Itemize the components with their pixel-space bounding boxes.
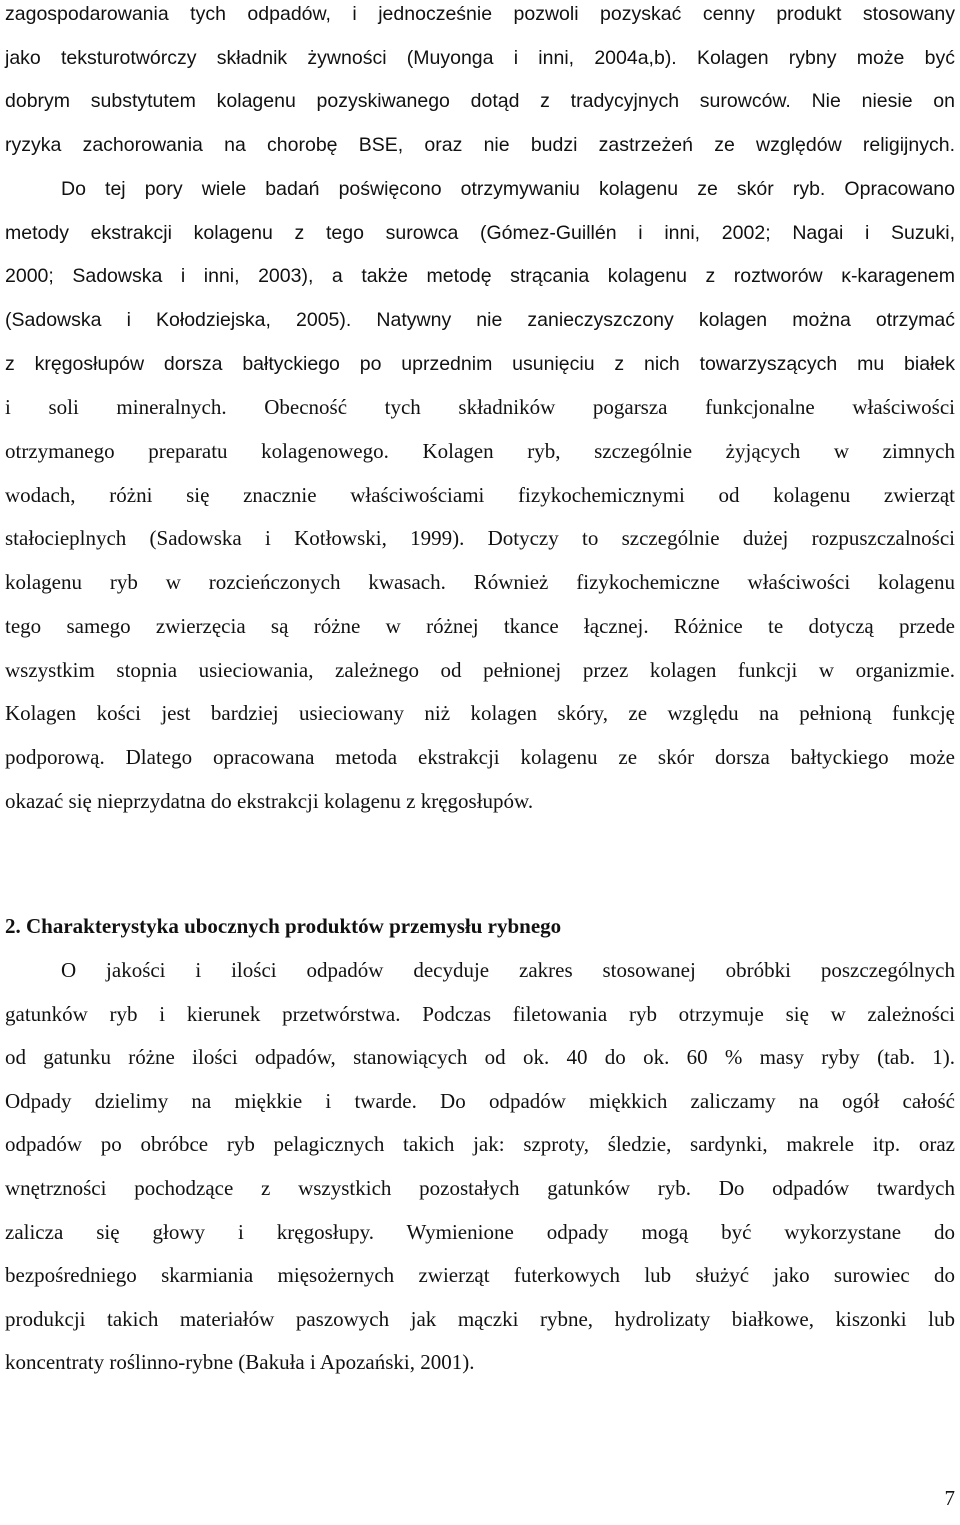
- text-line: zalicza się głowy i kręgosłupy. Wymienione odpady mogą być wykorzystane do: [5, 1219, 955, 1244]
- text-line: (Sadowska i Kołodziejska, 2005). Natywny nie zanieczyszczony kolagen można otrzymać: [5, 308, 955, 331]
- text-line: ryzyka zachorowania na chorobę BSE, oraz nie budzi zastrzeżeń ze względów religijnych.: [5, 134, 955, 157]
- text-line: od gatunku różne ilości odpadów, stanowiących od ok. 40 do ok. 60 % masy ryby (tab. 1).: [5, 1045, 955, 1070]
- text-line: odpadów po obróbce ryb pelagicznych takich jak: szproty, śledzie, sardynki, makrele itp. oraz: [5, 1132, 955, 1157]
- text-line: produkcji takich materiałów paszowych jak mączki rybne, hydrolizaty białkowe, kiszonki lub: [5, 1306, 955, 1331]
- text-line: otrzymanego preparatu kolagenowego. Kolagen ryb, szczególnie żyjących w zimnych: [5, 439, 955, 463]
- text-line: dobrym substytutem kolagenu pozyskiwanego dotąd z tradycyjnych surowców. Nie niesie on: [5, 90, 955, 113]
- text-line: Odpady dzielimy na miękkie i twarde. Do odpadów miękkich zaliczamy na ogół całość: [5, 1088, 955, 1113]
- text-line: z kręgosłupów dorsza bałtyckiego po uprzednim usunięciu z nich towarzyszących mu białek: [5, 352, 955, 375]
- text-line: O jakości i ilości odpadów decyduje zakres stosowanej obróbki poszczególnych: [61, 958, 955, 982]
- text-line: wnętrzności pochodzące z wszystkich pozostałych gatunków ryb. Do odpadów twardych: [5, 1176, 955, 1200]
- text-line: i soli mineralnych. Obecność tych składników pogarsza funkcjonalne właściwości: [5, 395, 955, 420]
- text-line: koncentraty roślinno-rybne (Bakuła i Apozański, 2001).: [5, 1350, 475, 1375]
- text-line: tego samego zwierzęcia są różne w różnej tkance łącznej. Różnice te dotyczą przede: [5, 613, 955, 638]
- text-line: bezpośredniego skarmiania mięsożernych zwierząt futerkowych lub służyć jako surowiec do: [5, 1263, 955, 1288]
- page-number: 7: [944, 1486, 955, 1510]
- text-line: Kolagen kości jest bardziej usieciowany niż kolagen skóry, ze względu na pełnioną funkcję: [5, 701, 955, 726]
- text-line: podporową. Dlatego opracowana metoda ekstrakcji kolagenu ze skór dorsza bałtyckiego może: [5, 744, 955, 769]
- text-line: kolagenu ryb w rozcieńczonych kwasach. Również fizykochemiczne właściwości kolagenu: [5, 570, 955, 595]
- text-line: stałocieplnych (Sadowska i Kotłowski, 1999). Dotyczy to szczególnie dużej rozpuszczalności: [5, 526, 955, 551]
- text-line: jako teksturotwórczy składnik żywności (Muyonga i inni, 2004a,b). Kolagen rybny może być: [5, 46, 955, 69]
- text-line: gatunków ryb i kierunek przetwórstwa. Podczas filetowania ryb otrzymuje się w zależności: [5, 1001, 955, 1026]
- text-line: wszystkim stopnia usieciowania, zależnego od pełnionej przez kolagen funkcji w organizmie.: [5, 657, 955, 682]
- text-line: zagospodarowania tych odpadów, i jednocześnie pozwoli pozyskać cenny produkt stosowany: [5, 3, 955, 25]
- text-line: okazać się nieprzydatna do ekstrakcji kolagenu z kręgosłupów.: [5, 788, 534, 813]
- text-line: wodach, różni się znacznie właściwościami fizykochemicznymi od kolagenu zwierząt: [5, 482, 955, 507]
- section-heading: 2. Charakterystyka ubocznych produktów przemysłu rybnego: [5, 914, 562, 938]
- text-line: metody ekstrakcji kolagenu z tego surowca (Gómez-Guillén i inni, 2002; Nagai i Suzuki,: [5, 221, 955, 244]
- text-line: 2000; Sadowska i inni, 2003), a także metodę strącania kolagenu z roztworów κ-karagenem: [5, 265, 955, 288]
- text-line: Do tej pory wiele badań poświęcono otrzymywaniu kolagenu ze skór ryb. Opracowano: [61, 177, 955, 200]
